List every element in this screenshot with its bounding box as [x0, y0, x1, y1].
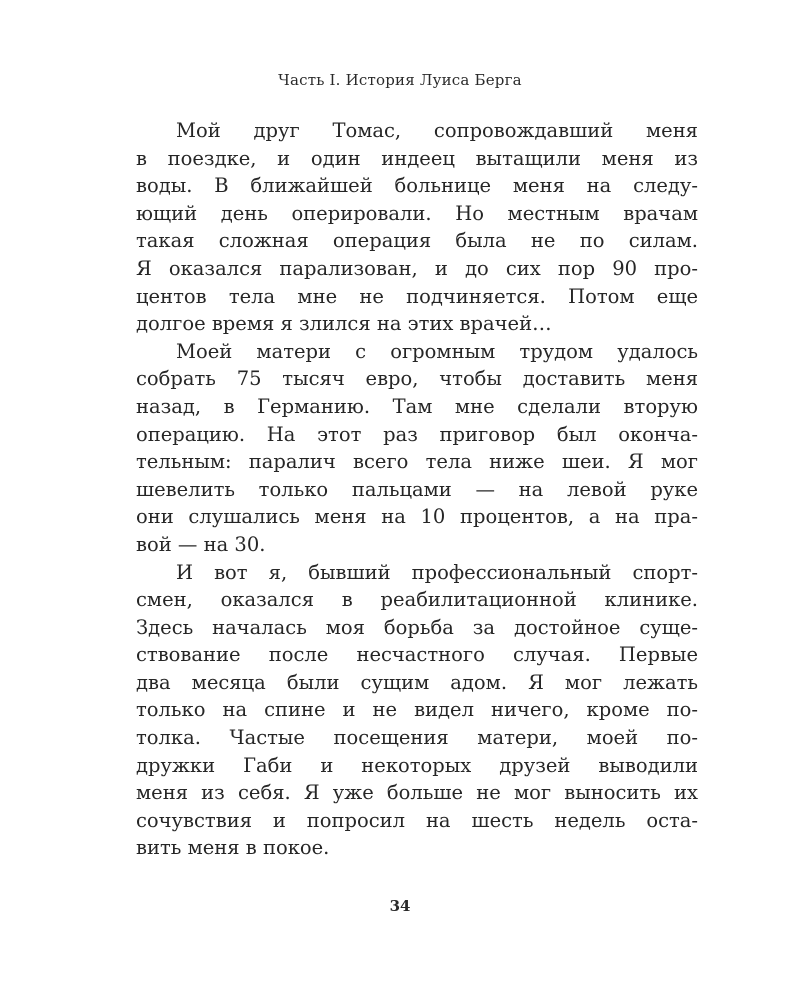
text-line: тельным: паралич всего тела ниже шеи. Я мог: [136, 450, 698, 474]
paragraph: [136, 117, 698, 338]
text-line: долгое время я злился на этих врачей…: [136, 312, 552, 336]
text-line: операцию. На этот раз приговор был оконча-: [136, 422, 698, 446]
text-line: И вот я, бывший профессиональный спорт-: [176, 560, 698, 584]
text-line: сочувствия и попросил на шесть недель оста-: [136, 808, 698, 832]
text-line: толка. Частые посещения матери, моей по-: [136, 726, 698, 750]
text-line: воды. В ближайшей больнице меня на следу-: [136, 174, 698, 198]
text-line: два месяца были сущим адом. Я мог лежать: [136, 670, 698, 694]
text-line: центов тела мне не подчиняется. Потом еще: [136, 284, 698, 308]
text-line: вить меня в покое.: [136, 836, 330, 860]
paragraph: [136, 559, 698, 863]
text-line: вой — на 30.: [136, 532, 266, 556]
text-line: они слушались меня на 10 процентов, а на пра-: [136, 505, 698, 529]
text-line: в поездке, и один индеец вытащили меня из: [136, 146, 698, 170]
text-line: собрать 75 тысяч евро, чтобы доставить меня: [136, 367, 698, 391]
text-line: назад, в Германию. Там мне сделали вторую: [136, 394, 698, 418]
text-line: ющий день оперировали. Но местным врачам: [136, 201, 698, 225]
running-head: Часть I. История Луиса Берга: [278, 71, 522, 89]
text-line: меня из себя. Я уже больше не мог выносить их: [136, 781, 698, 805]
text-line: такая сложная операция была не по силам.: [136, 229, 698, 253]
text-line: только на спине и не видел ничего, кроме по-: [136, 698, 698, 722]
text-line: Я оказался парализован, и до сих пор 90 про-: [136, 256, 698, 280]
text-line: Мой друг Томас, сопровождавший меня: [176, 119, 698, 142]
text-line: шевелить только пальцами — на левой руке: [136, 477, 698, 501]
text-line: смен, оказался в реабилитационной клинике.: [136, 588, 698, 612]
page-number: 34: [389, 897, 411, 915]
text-line: Моей матери с огромным трудом удалось: [176, 339, 698, 363]
body-text: [136, 117, 698, 862]
text-line: ствование после несчастного случая. Первые: [136, 643, 698, 667]
text-line: Здесь началась моя борьба за достойное суще-: [136, 615, 698, 639]
text-line: дружки Габи и некоторых друзей выводили: [136, 753, 698, 777]
paragraph: [136, 338, 698, 559]
